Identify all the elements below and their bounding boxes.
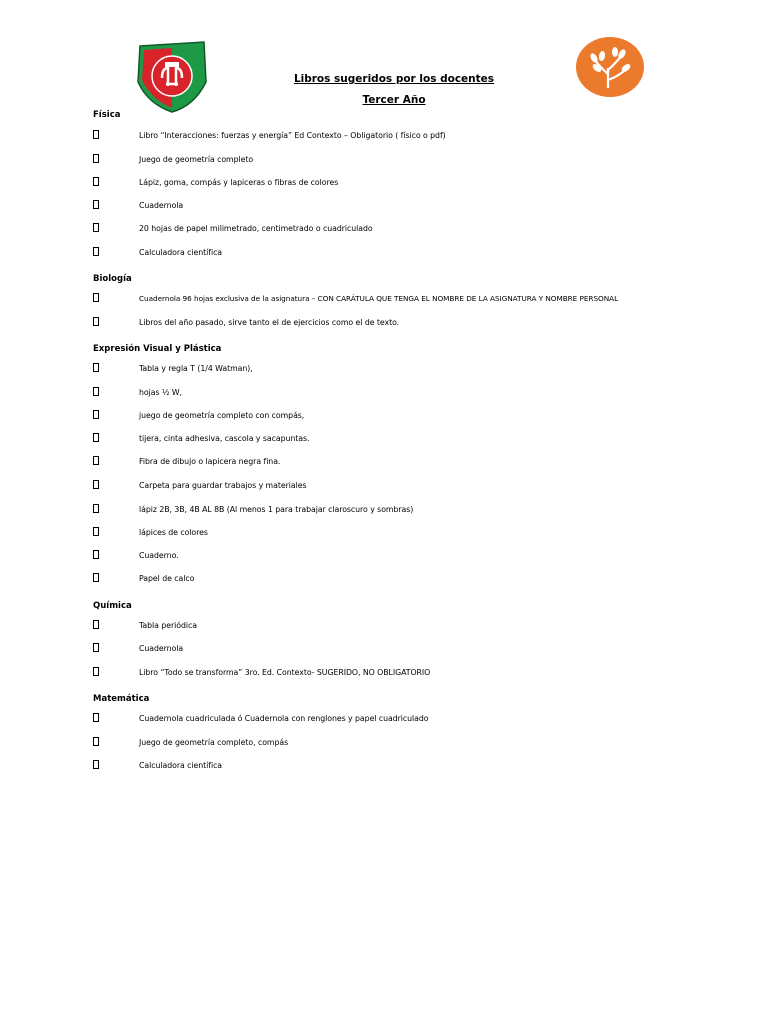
list-item: Cuadernola bbox=[93, 643, 753, 657]
page-title: Libros sugeridos por los docentes bbox=[293, 73, 495, 85]
list-item: hojas ½ W, bbox=[93, 387, 753, 401]
checkbox-icon bbox=[93, 550, 99, 559]
checkbox-icon bbox=[93, 410, 99, 419]
checkbox-icon bbox=[93, 130, 99, 139]
list-item: Cuadernola 96 hojas exclusiva de la asignatura – CON CARÁTULA QUE TENGA EL NOMBRE DE LA ASIGNATURA Y NOMBRE PERSONAL bbox=[93, 293, 753, 307]
checkbox-icon bbox=[93, 223, 99, 232]
page-subtitle: Tercer Año bbox=[362, 94, 426, 106]
checkbox-icon bbox=[93, 456, 99, 465]
list-item: Papel de calco bbox=[93, 573, 753, 587]
checkbox-icon bbox=[93, 480, 99, 489]
list-item: Tabla periódica bbox=[93, 620, 753, 634]
checkbox-icon bbox=[93, 387, 99, 396]
list-item: Juego de geometría completo, compás bbox=[93, 737, 753, 751]
list-item: lápices de colores bbox=[93, 527, 753, 541]
section-title-fisica: Física bbox=[93, 110, 121, 120]
tree-logo bbox=[575, 36, 645, 98]
list-item: juego de geometría completo con compás, bbox=[93, 410, 753, 424]
list-item: 20 hojas de papel milimetrado, centimetrado o cuadriculado bbox=[93, 223, 753, 237]
checkbox-icon bbox=[93, 643, 99, 652]
list-item: Libro “Interacciones: fuerzas y energía” Ed Contexto – Obligatorio ( físico o pdf) bbox=[93, 130, 753, 144]
checkbox-icon bbox=[93, 247, 99, 256]
list-item: Fibra de dibujo o lapicera negra fina. bbox=[93, 456, 753, 470]
list-item: Tabla y regla T (1/4 Watman), bbox=[93, 363, 753, 377]
list-item: Cuadernola bbox=[93, 200, 753, 214]
section-title-biologia: Biología bbox=[93, 274, 132, 284]
checkbox-icon bbox=[93, 317, 99, 326]
checkbox-icon bbox=[93, 667, 99, 676]
list-item: Calculadora científica bbox=[93, 247, 753, 261]
checkbox-icon bbox=[93, 200, 99, 209]
list-item: tijera, cinta adhesiva, cascola y sacapuntas. bbox=[93, 433, 753, 447]
list-item: Libro “Todo se transforma” 3ro. Ed. Contexto- SUGERIDO, NO OBLIGATORIO bbox=[93, 667, 753, 681]
checkbox-icon bbox=[93, 713, 99, 722]
list-item: Lápiz, goma, compás y lapiceras o fibras de colores bbox=[93, 177, 753, 191]
list-item: Calculadora científica bbox=[93, 760, 753, 774]
checkbox-icon bbox=[93, 620, 99, 629]
checkbox-icon bbox=[93, 293, 99, 302]
checkbox-icon bbox=[93, 527, 99, 536]
checkbox-icon bbox=[93, 177, 99, 186]
checkbox-icon bbox=[93, 154, 99, 163]
section-title-matematica: Matemática bbox=[93, 694, 150, 704]
list-item: Cuaderno. bbox=[93, 550, 753, 564]
section-title-expresion-visual: Expresión Visual y Plástica bbox=[93, 344, 222, 354]
checkbox-icon bbox=[93, 363, 99, 372]
checkbox-icon bbox=[93, 433, 99, 442]
checkbox-icon bbox=[93, 573, 99, 582]
checkbox-icon bbox=[93, 737, 99, 746]
list-item: Juego de geometría completo bbox=[93, 154, 753, 168]
list-item: lápiz 2B, 3B, 4B AL 8B (Al menos 1 para trabajar claroscuro y sombras) bbox=[93, 504, 753, 518]
checkbox-icon bbox=[93, 504, 99, 513]
section-title-quimica: Química bbox=[93, 601, 132, 611]
list-item: Cuadernola cuadriculada ó Cuadernola con renglones y papel cuadriculado bbox=[93, 713, 753, 727]
list-item: Carpeta para guardar trabajos y materiales bbox=[93, 480, 753, 494]
list-item: Libros del año pasado, sirve tanto el de ejercicios como el de texto. bbox=[93, 317, 753, 331]
checkbox-icon bbox=[93, 760, 99, 769]
